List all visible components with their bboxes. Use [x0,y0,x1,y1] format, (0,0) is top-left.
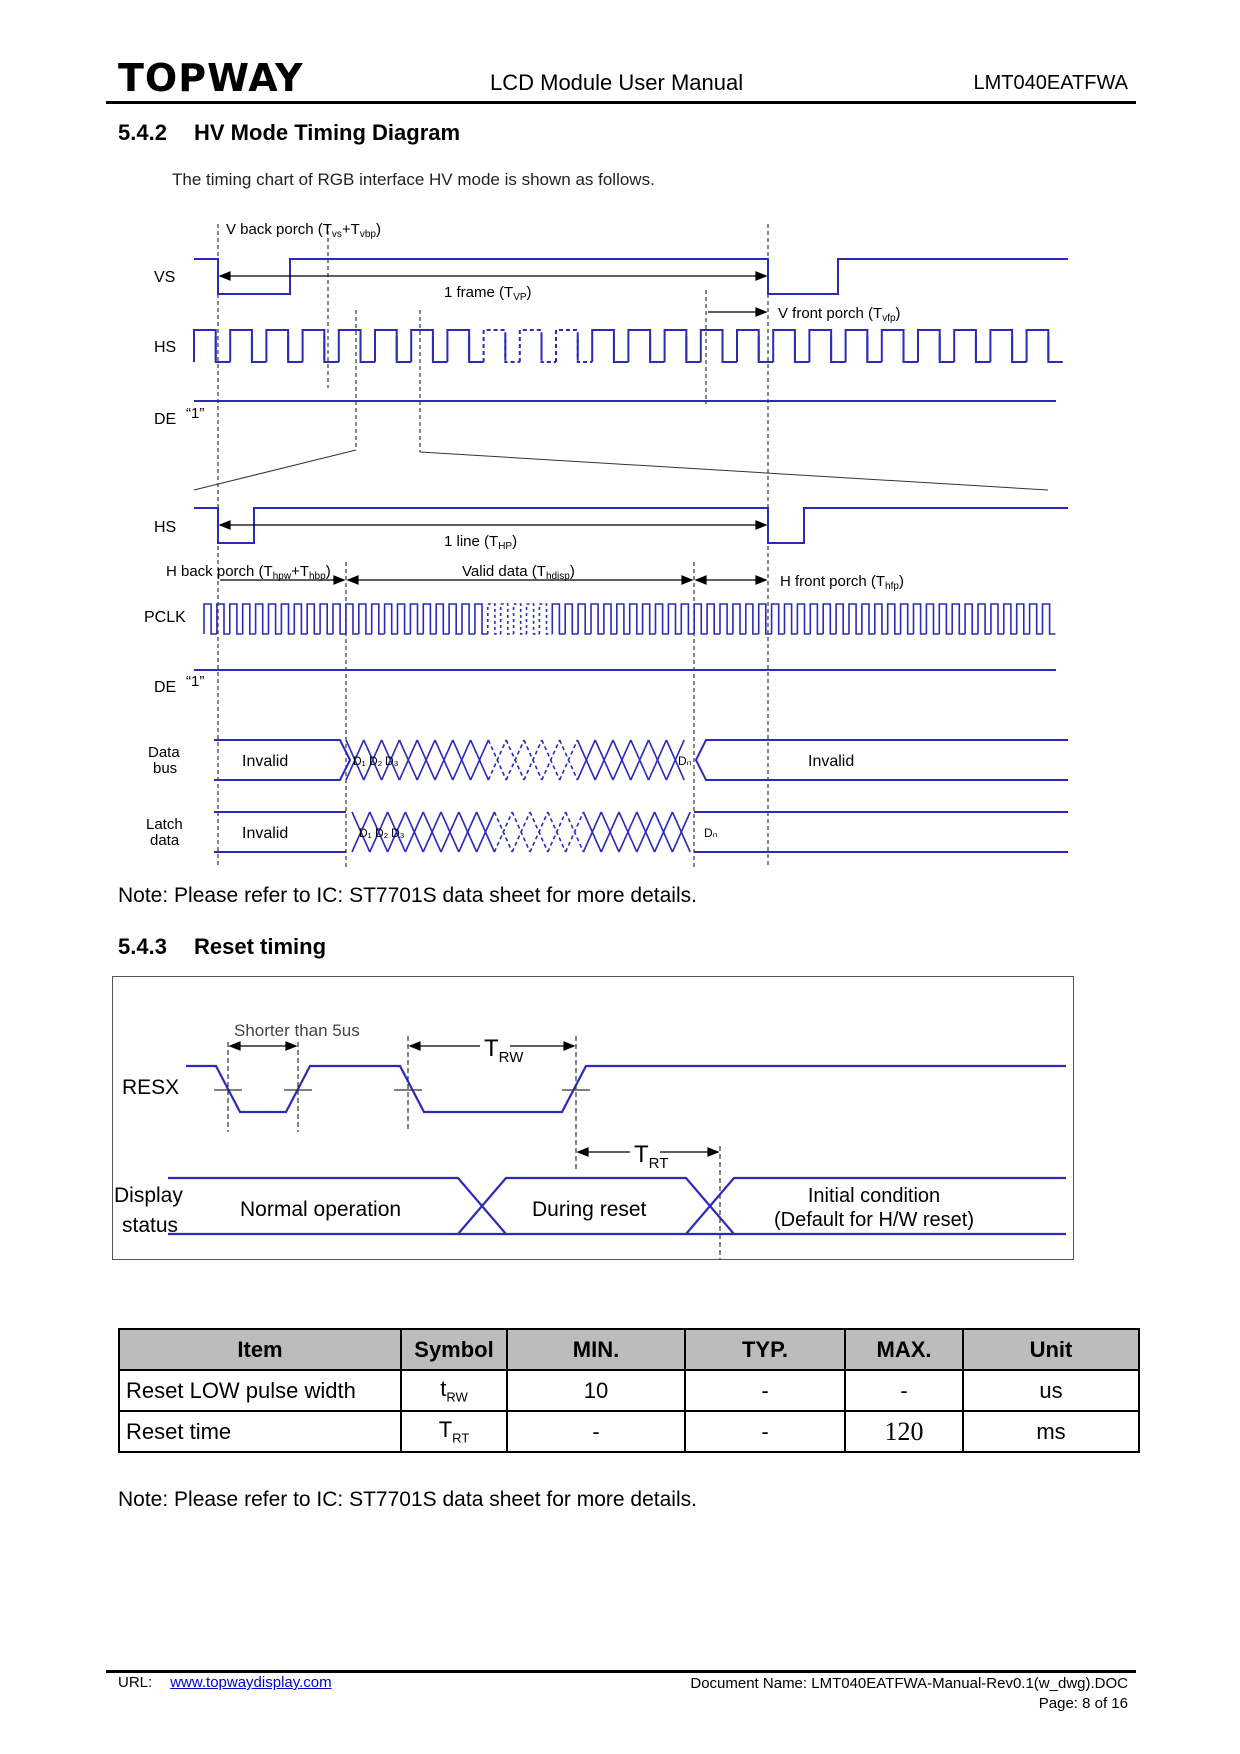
latch-d1-label: D₁ [359,826,372,840]
pclk-pulse [204,604,217,634]
latch-dn-label: Dₙ [704,826,718,840]
pclk-pulse [849,604,862,634]
section-heading-543 [118,934,326,960]
pclk-pulse [539,604,552,634]
pclk-pulse [836,604,849,634]
zoom-lines [194,450,1048,490]
pclk-pulse [320,604,333,634]
pclk-pulse [746,604,759,634]
pclk-pulse [707,604,720,634]
pclk-pulse [875,604,888,634]
pclk-pulse [901,604,914,634]
pclk-pulse [978,604,991,634]
table-header-row [119,1329,1139,1370]
h-back-porch-label: H back porch $(T_{hpw}+T_{hbp})$ [166,563,331,582]
hs-pulse [628,330,664,362]
hs-pulse [375,330,411,362]
trt-label: $T_{RT}$ [634,1141,669,1172]
cell-typ: - [685,1411,845,1452]
pclk-pulse [862,604,875,634]
h-front-porch-label: H front porch $(T_{hfp})$ [780,573,904,592]
cell-unit: us [963,1370,1139,1411]
header-min: MIN. [507,1329,685,1370]
pclk-pulse [565,604,578,634]
during-reset: During reset [532,1198,647,1221]
pclk-pulse [488,604,501,634]
latch-d2-label: D₂ [375,826,389,840]
label-data: Data [148,744,180,761]
pclk-pulse [772,604,785,634]
hs-pulse [846,330,882,362]
pclk-pulse [810,604,823,634]
label-latch-data: data [150,832,180,849]
hs-pulse [520,330,556,362]
pclk-pulse [423,604,436,634]
label-hs: HS [154,339,177,356]
pclk-pulse [888,604,901,634]
pclk-pulse [475,604,488,634]
shorter-than-label: Shorter than 5us [234,1021,360,1040]
d1-label: D₁ [353,754,366,768]
footer-divider [106,1670,1136,1673]
valid-data-label: Valid data $(T_{hdisp})$ [462,563,575,582]
pclk-pulse [952,604,965,634]
pclk-pulse [926,604,939,634]
page-number: Page: 8 of 16 [1038,1695,1128,1712]
hs-pulse [918,330,954,362]
latch-invalid: Invalid [242,825,289,842]
label-status: status [122,1214,179,1237]
label-bus: bus [153,760,178,777]
resx-waveform [186,1066,1066,1112]
latch-d3-label: D₃ [391,826,405,840]
cell-max: - [845,1370,963,1411]
pclk-pulse [1004,604,1017,634]
header-divider [106,101,1136,104]
header-typ: TYP. [685,1329,845,1370]
section-number: 5.4.2 [118,120,167,145]
pclk-pulse [1030,604,1043,634]
pclk-pulse [217,604,230,634]
pclk-pulse [256,604,269,634]
cell-max: 120 [845,1411,963,1452]
pclk-pulse [604,604,617,634]
table-row [119,1411,1139,1452]
de-level: “1” [186,405,205,422]
label-display: Display [114,1184,183,1207]
cell-typ: - [685,1370,845,1411]
pclk-pulse [462,604,475,634]
pclk-pulse [720,604,733,634]
cell-symbol: $T_{RT}$ [401,1411,507,1452]
initial-condition: Initial condition [807,1185,941,1207]
table-row [119,1370,1139,1411]
pclk-pulse [307,604,320,634]
hs-pulse [882,330,918,362]
normal-operation: Normal operation [240,1198,402,1221]
topway-logo: TOPWAY [118,56,304,100]
pclk-pulse [591,604,604,634]
label-latch: Latch [146,816,183,833]
website-link[interactable]: www.topwaydisplay.com [170,1674,332,1691]
hs-waveform [194,330,1063,362]
pclk-pulse [643,604,656,634]
pclk-pulse [681,604,694,634]
hs-pulse [773,330,809,362]
footer-url [118,1674,332,1691]
document-name: Document Name: LMT040EATFWA-Manual-Rev0.1(w_dwg).DOC [690,1675,1128,1692]
pclk-pulse [656,604,669,634]
hs-pulse [339,330,375,362]
pclk-pulse [733,604,746,634]
note-hv: Note: Please refer to IC: ST7701S data sheet for more details. [118,884,697,907]
header-model: LMT040EATFWA [973,72,1128,94]
pclk-pulse [797,604,810,634]
hs-pulse [809,330,845,362]
label-pclk: PCLK [144,609,186,626]
pclk-pulse [501,604,514,634]
cell-symbol: $t_{RW}$ [401,1370,507,1411]
invalid-left: Invalid [242,753,289,770]
pclk-pulse [333,604,346,634]
pclk-pulse [1043,604,1056,634]
pclk-pulse [991,604,1004,634]
reset-arrows [230,1042,718,1156]
d3-label: D₃ [385,754,399,768]
pclk-pulse [514,604,527,634]
pclk-pulse [385,604,398,634]
reset-timing-diagram [112,976,1074,1260]
hs-pulse [665,330,701,362]
pclk-pulse [552,604,565,634]
section-heading-542 [118,120,460,146]
hs-pulse [954,330,990,362]
hs-pulse [556,330,592,362]
diagram-caption: The timing chart of RGB interface HV mode is shown as follows. [172,170,655,189]
v-back-porch-label: V back porch $(T_{vs}+T_{vbp})$ [226,221,381,240]
cell-min: - [507,1411,685,1452]
d2-label: D₂ [369,754,383,768]
pclk-pulse [668,604,681,634]
pclk-pulse [410,604,423,634]
hs-pulse [592,330,628,362]
pclk-pulse [449,604,462,634]
pclk-pulse [269,604,282,634]
hs-pulse [230,330,266,362]
url-label: URL: [118,1674,153,1691]
pclk-pulse [617,604,630,634]
pclk-pulse [294,604,307,634]
trw-label: $T_{RW}$ [484,1035,524,1066]
pclk-pulse [243,604,256,634]
cell-min: 10 [507,1370,685,1411]
hs-pulse [194,330,230,362]
header-item: Item [119,1329,401,1370]
header-title: LCD Module User Manual [490,70,744,95]
pclk-pulse [759,604,772,634]
label-hs-2: HS [154,519,177,536]
label-de-2: DE [154,679,177,696]
hs-pulse [411,330,447,362]
pclk-pulse [372,604,385,634]
invalid-right: Invalid [808,753,855,770]
hs-pulse [990,330,1026,362]
label-vs: VS [154,269,176,286]
section-title: HV Mode Timing Diagram [194,120,461,145]
footer-doc-info [690,1674,1128,1714]
header-symbol: Symbol [401,1329,507,1370]
pclk-pulse [359,604,372,634]
section-number: 5.4.3 [118,934,167,959]
frame-label: 1 frame $(T_{VP})$ [444,284,532,303]
hs-pulse [303,330,339,362]
pclk-pulse [527,604,540,634]
pclk-pulse [823,604,836,634]
pclk-pulse [578,604,591,634]
hv-timing-diagram [0,150,1240,880]
section-title: Reset timing [194,934,327,959]
pclk-pulse [346,604,359,634]
cell-item: Reset time [119,1411,401,1452]
label-resx: RESX [122,1076,180,1099]
pclk-pulse [281,604,294,634]
de-level-2: “1” [186,673,205,690]
label-de: DE [154,411,177,428]
initial-condition-default: (Default for H/W reset) [773,1209,975,1231]
reset-spec-table [118,1328,1140,1453]
pclk-pulse [230,604,243,634]
pclk-pulse [630,604,643,634]
dn-label: Dₙ [678,754,692,768]
hs-pulse [447,330,483,362]
pclk-pulse [1017,604,1030,634]
pclk-pulse [694,604,707,634]
pclk-pulse [785,604,798,634]
cell-unit: ms [963,1411,1139,1452]
line-label: 1 line $(T_{HP})$ [444,533,518,552]
hs-pulse [1027,330,1063,362]
note-reset: Note: Please refer to IC: ST7701S data sheet for more details. [118,1488,697,1511]
cell-item: Reset LOW pulse width [119,1370,401,1411]
pclk-pulse [914,604,927,634]
pclk-pulse [965,604,978,634]
hs-pulse [266,330,302,362]
pclk-pulse [398,604,411,634]
v-front-porch-label: V front porch $(T_{vfp})$ [778,305,901,324]
header-unit: Unit [963,1329,1139,1370]
pclk-waveform [204,604,1055,634]
pclk-pulse [939,604,952,634]
hs-pulse [484,330,520,362]
pclk-pulse [436,604,449,634]
header-max: MAX. [845,1329,963,1370]
